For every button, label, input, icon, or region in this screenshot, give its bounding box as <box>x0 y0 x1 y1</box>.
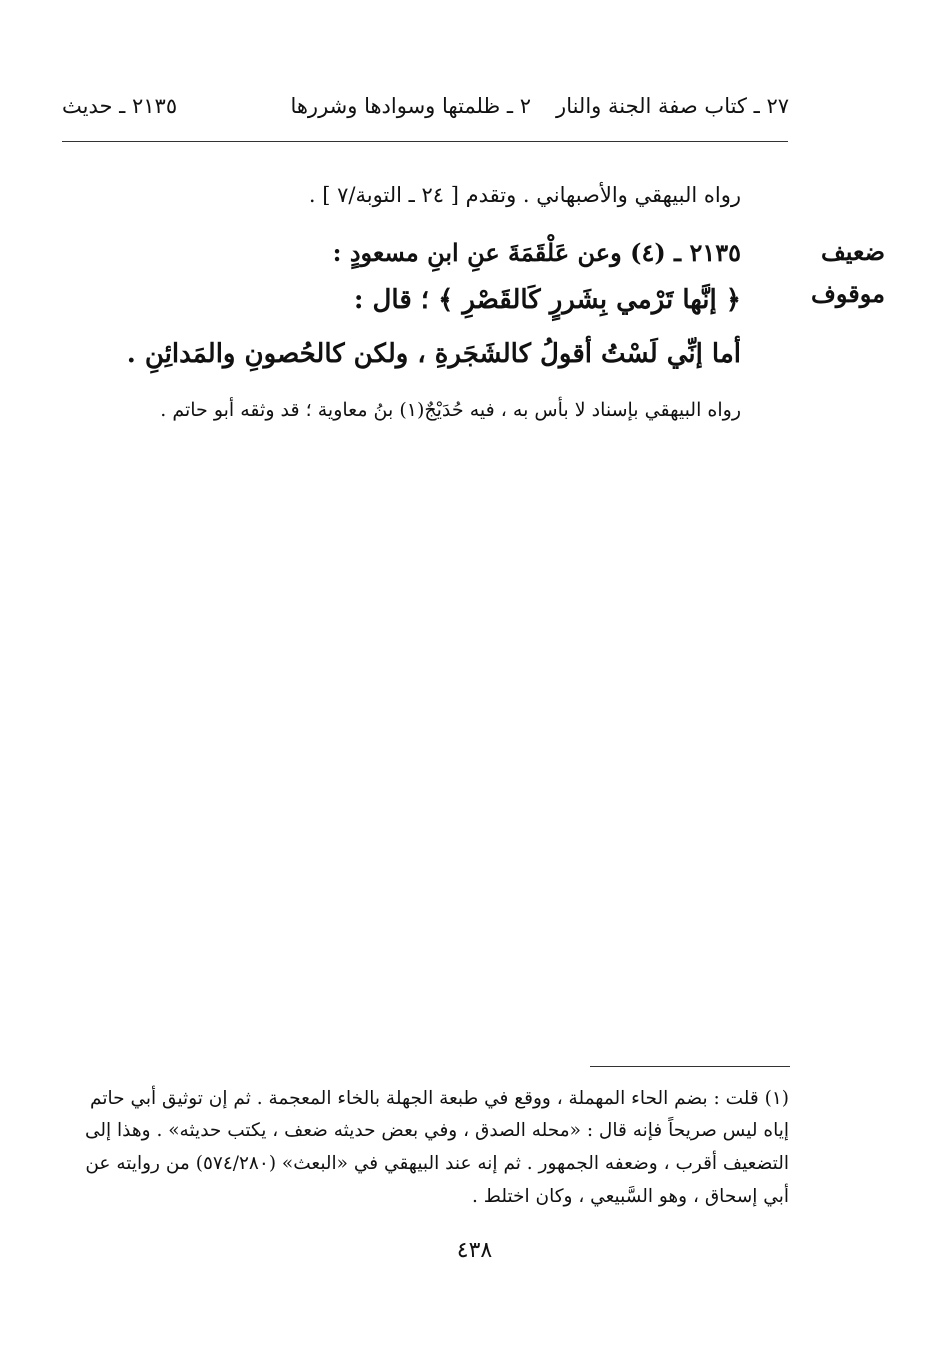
grade-label-mawquf: موقوف <box>810 279 885 308</box>
running-header-hadith: ٢١٣٥ ـ حديث <box>62 94 178 118</box>
footnote-rule <box>590 1066 790 1067</box>
page-number: ٤٣٨ <box>456 1238 493 1263</box>
header-rule <box>62 141 788 142</box>
hadith-statement: أما إنِّي لَسْتُ أقولُ كالشَجَرةِ ، ولكن كالحُصونِ والمَدائِنِ . <box>126 339 741 369</box>
footnote-line: التضعيف أقرب ، وضعفه الجمهور . ثم إنه عند البيهقي في «البعث» (٥٧٤/٢٨٠) من روايته عن <box>85 1153 789 1174</box>
previous-source-note: رواه البيهقي والأصبهاني . وتقدم [ ٢٤ ـ التوبة/٧ ] . <box>308 183 741 207</box>
running-header-chapter: ٢ ـ ظلمتها وسوادها وشررها <box>290 94 531 118</box>
hadith-heading <box>333 238 741 267</box>
grade-label-weak: ضعيف <box>820 237 885 266</box>
quran-verse: ﴿ إنَّها تَرْمي بِشَررٍ كَالقَصْرِ ﴾ ؛ قال : <box>353 285 741 315</box>
footnote-line: إياه ليس صريحاً فإنه قال : «محله الصدق ، وفي بعض حديثه ضعف ، يكتب حديثه» . وهذا إلى <box>84 1120 789 1141</box>
footnote-line: أبي إسحاق ، وهو السَّبيعي ، وكان اختلط . <box>472 1186 789 1207</box>
hadith-number: ٢١٣٥ ـ (٤) <box>630 238 741 267</box>
hadith-narrator: وعن عَلْقَمَةَ عنِ ابنِ مسعودٍ : <box>332 238 622 267</box>
footnote-line: (١) قلت : بضم الحاء المهملة ، ووقع في طبعة الجهلة بالخاء المعجمة . ثم إن توثيق أبي حاتم <box>90 1088 789 1109</box>
running-header-book: ٢٧ ـ كتاب صفة الجنة والنار <box>556 94 789 118</box>
hadith-source-note: رواه البيهقي بإسناد لا بأس به ، فيه حُدَيْجٌ(١) بنُ معاوية ؛ قد وثقه أبو حاتم . <box>160 399 741 421</box>
